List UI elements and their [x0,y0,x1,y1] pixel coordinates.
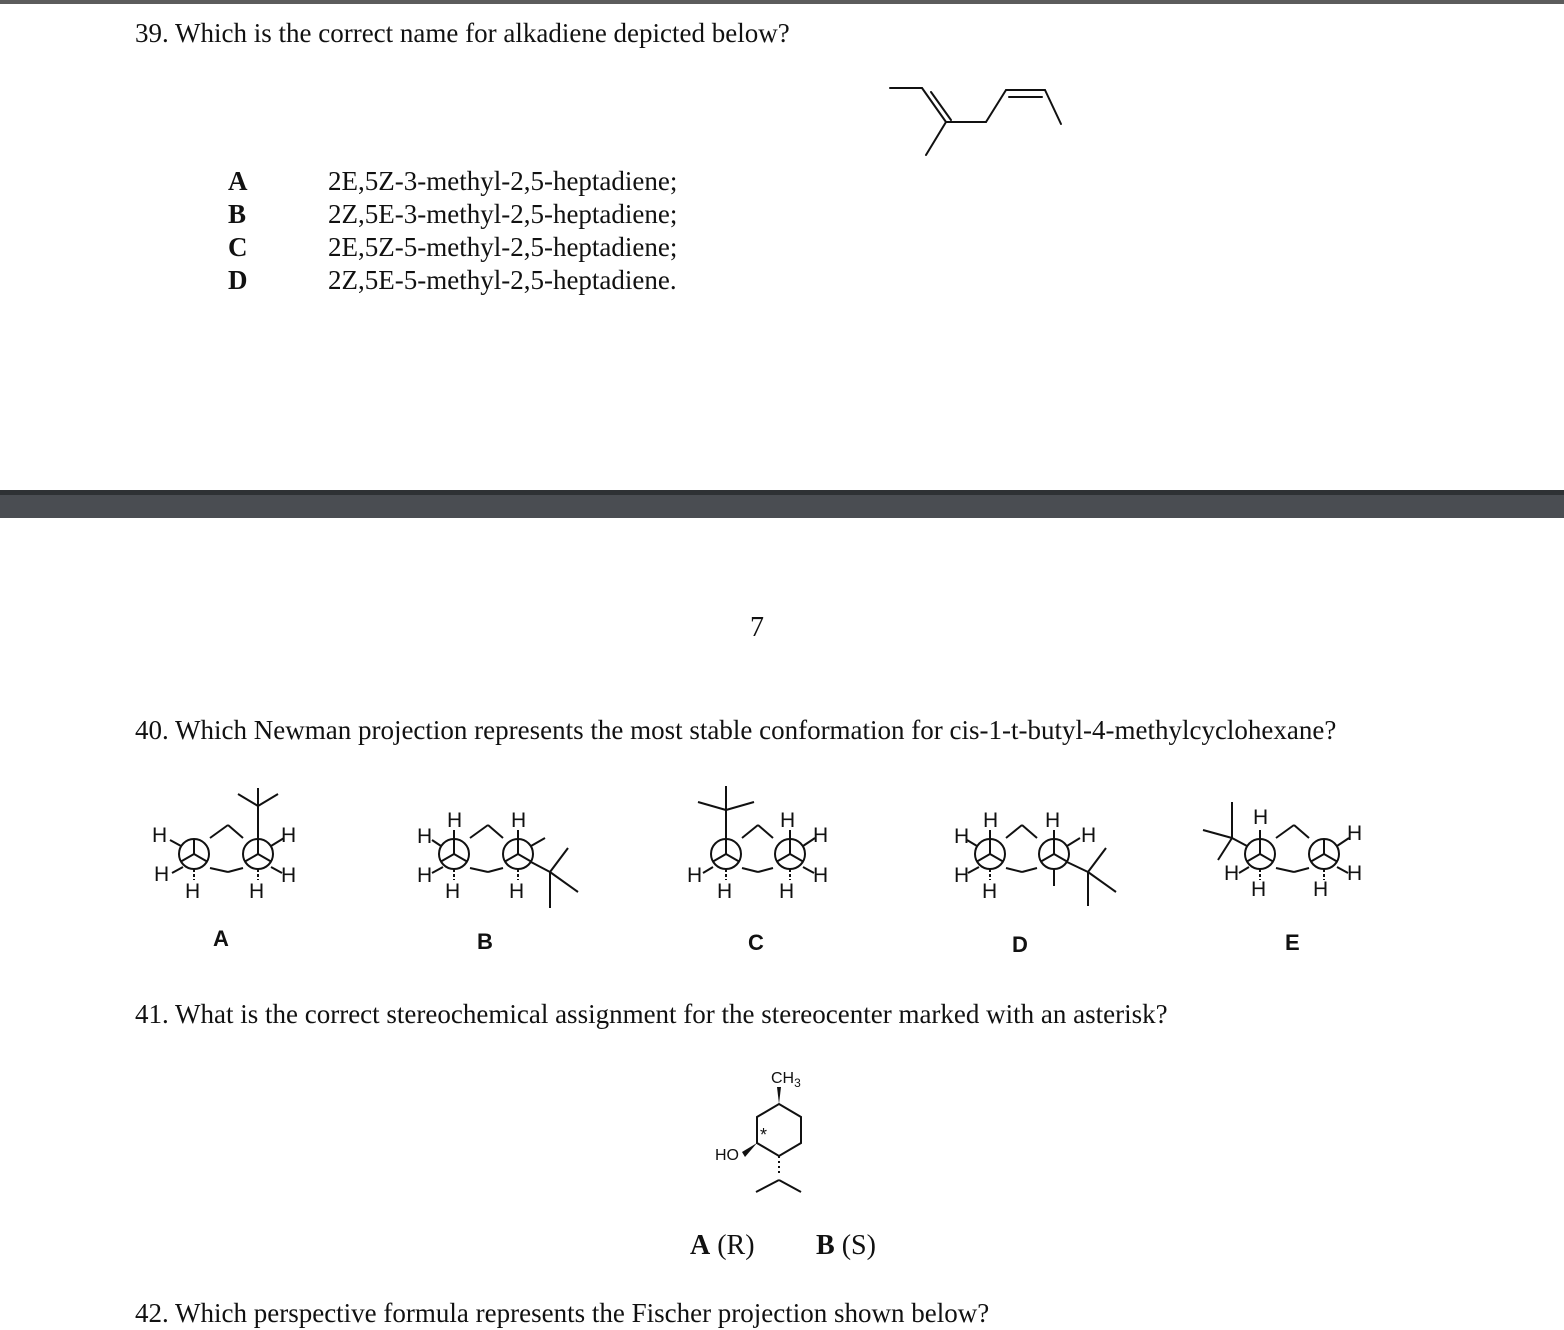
atom-h: H [249,880,265,903]
atom-h: H [509,880,525,903]
atom-h: H [779,880,795,903]
option-b-text: 2Z,5E-3-methyl-2,5-heptadiene; [328,199,678,229]
atom-h: H [1081,824,1097,847]
atom-h: H [511,809,527,832]
question-40-number: 40. [135,715,169,745]
atom-h: H [281,864,297,887]
option-c-text: 2E,5Z-5-methyl-2,5-heptadiene; [328,232,678,262]
atom-h: H [717,880,733,903]
option-d-letter: D [228,265,248,295]
newman-label-e: E [1285,930,1300,955]
question-39-number: 39. [135,18,169,48]
atom-h: H [154,863,170,886]
ch3-label [771,1070,801,1090]
page-number: 7 [750,612,764,643]
atom-h: H [417,864,433,887]
newman-label-a: A [213,926,229,951]
atom-h: H [152,824,168,847]
atom-h: H [813,824,829,847]
atom-h: H [780,809,796,832]
question-41-text: What is the correct stereochemical assignment for the stereocenter marked with an asterisk? [175,999,1168,1029]
newman-label-d: D [1012,932,1028,957]
atom-h: H [1224,862,1240,885]
atom-h: H [1347,822,1363,845]
atom-h: H [1045,809,1061,832]
atom-h: H [1251,878,1267,901]
atom-h: H [417,825,433,848]
answer-b-text: (S) [841,1230,876,1261]
answer-a-text: (R) [717,1230,755,1261]
atom-h: H [954,825,970,848]
option-a-letter: A [228,166,248,196]
atom-h: H [813,864,829,887]
question-41-number: 41. [135,999,169,1029]
atom-h: H [281,824,297,847]
ch3-subscript: 3 [794,1076,801,1090]
newman-label-b: B [477,929,493,954]
atom-h: H [1347,862,1363,885]
atom-h: H [954,864,970,887]
option-c-letter: C [228,232,248,262]
ho-label: HO [715,1147,739,1164]
answer-a-letter: A [690,1230,711,1261]
atom-h: H [185,880,201,903]
atom-h: H [1313,878,1329,901]
option-a-text: 2E,5Z-3-methyl-2,5-heptadiene; [328,166,678,196]
question-40-text: Which Newman projection represents the most stable conformation for cis-1-t-butyl-4-methylcyclohexane? [175,715,1337,745]
ch3-text: CH [771,1070,795,1087]
answer-b-letter: B [816,1230,835,1261]
atom-h: H [445,880,461,903]
question-39-text: Which is the correct name for alkadiene depicted below? [175,18,790,48]
atom-h: H [1253,806,1269,829]
atom-h: H [982,880,998,903]
newman-label-c: C [748,930,764,955]
option-b-letter: B [228,199,247,229]
option-d-text: 2Z,5E-5-methyl-2,5-heptadiene. [328,265,677,295]
answer-b [816,1230,876,1262]
answer-a [690,1230,755,1262]
question-42-partial: 42. Which perspective formula represents the Fischer projection shown below? [135,1298,990,1328]
atom-h: H [983,809,999,832]
asterisk-marker: * [760,1125,768,1145]
atom-h: H [687,864,703,887]
atom-h: H [447,809,463,832]
